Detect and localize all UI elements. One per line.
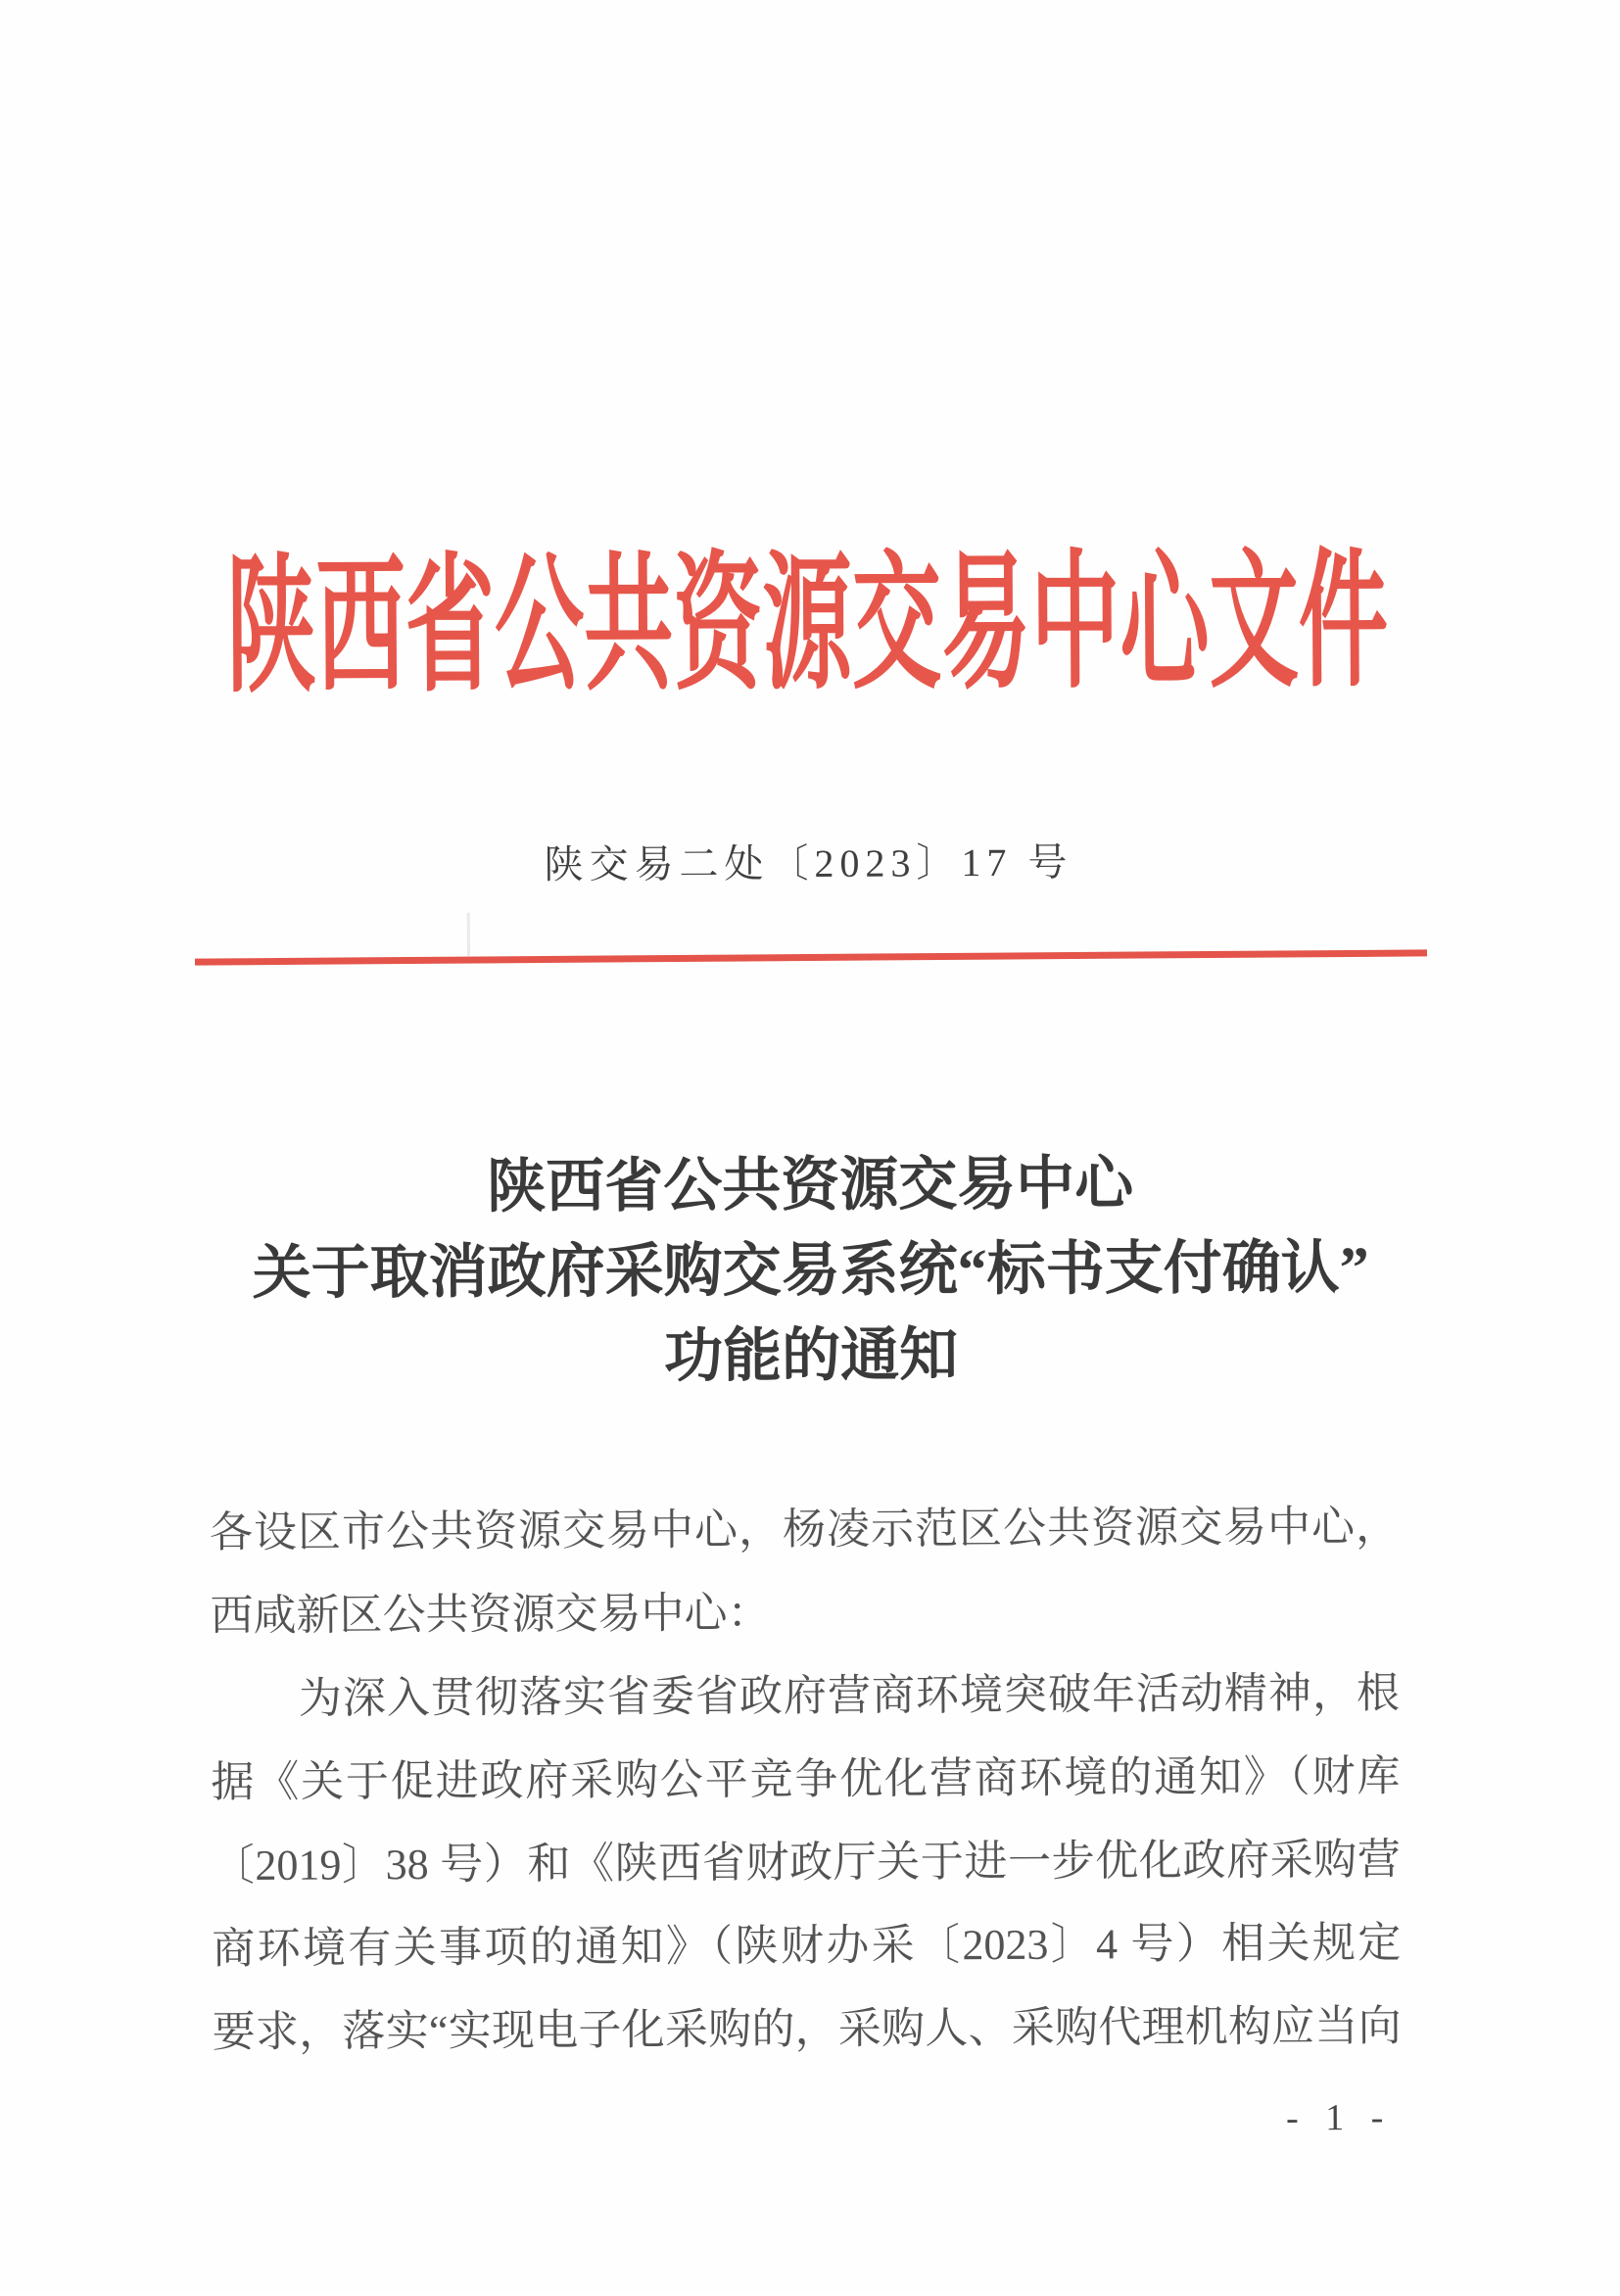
letterhead-title: 陕西省公共资源交易中心文件: [225, 539, 1389, 711]
notice-title-line: 关于取消政府采购交易系统“标书支付确认”: [252, 1235, 1369, 1306]
body-line: 西咸新区公共资源交易中心：: [210, 1589, 771, 1641]
body-text: [210, 1485, 1402, 2074]
notice-title-line: 功能的通知: [663, 1322, 959, 1389]
scan-smudge: [467, 913, 470, 956]
red-divider: [195, 949, 1427, 965]
letterhead-row: [0, 541, 1618, 710]
notice-title: [0, 1139, 1620, 1404]
body-line: 商环境有关事项的通知》（陕财办采〔2023〕4 号）相关规定: [212, 1918, 1402, 1974]
body-line: 要求，落实“实现电子化采购的，采购人、采购代理机构应当向: [212, 2001, 1402, 2057]
body-line: 各设区市公共资源交易中心，杨凌示范区公共资源交易中心，: [209, 1502, 1400, 1557]
body-line: 据《关于促进政府采购公平竞争优化营商环境的通知》（财库: [211, 1751, 1401, 1807]
document-number: 陕交易二处〔2023〕17 号: [544, 839, 1073, 887]
body-line: 〔2019〕38 号）和《陕西省财政厅关于进一步优化政府采购营: [211, 1835, 1401, 1890]
page-number: - 1 -: [1285, 2096, 1393, 2139]
body-line: 为深入贯彻落实省委省政府营商环境突破年活动精神，根: [298, 1668, 1401, 1723]
notice-title-line: 陕西省公共资源交易中心: [487, 1151, 1134, 1220]
